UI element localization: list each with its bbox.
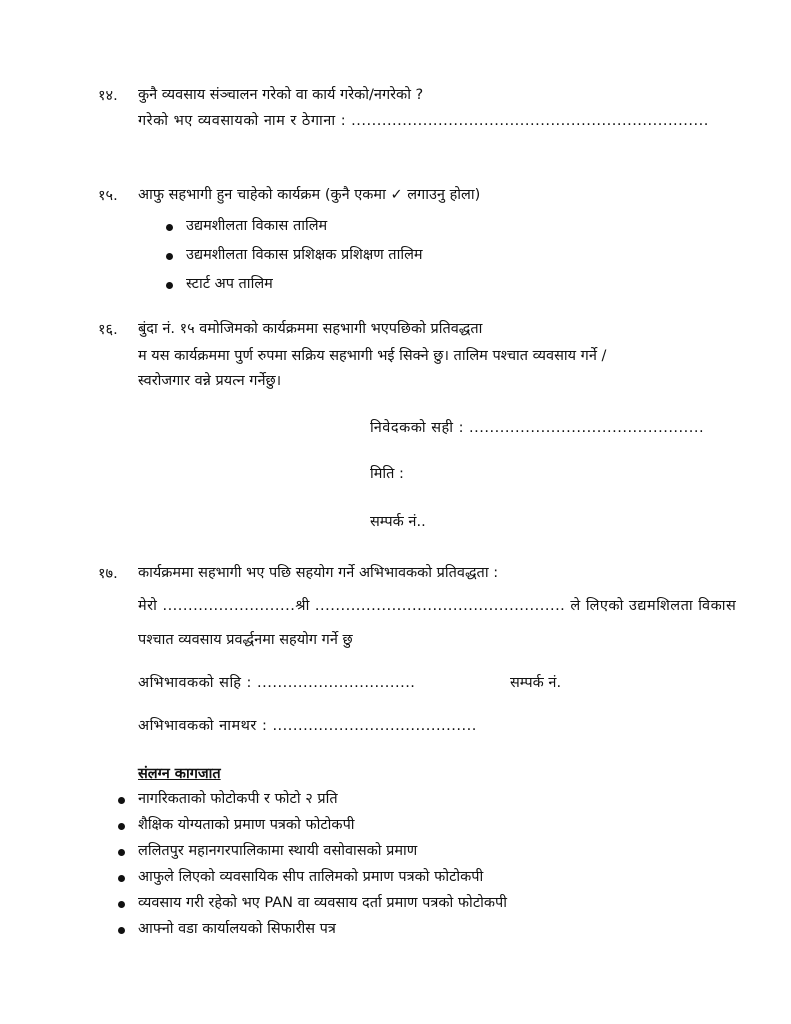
q16-heading: बुंदा नं. १५ वमोजिमको कार्यक्रममा सहभागी भएपछिको प्रतिवद्धता: [138, 321, 483, 337]
applicant-contact-field[interactable]: सम्पर्क नं..: [370, 514, 426, 530]
q16-commitment-line-2: स्वरोजगार वन्ने प्रयत्न गर्नेछु।: [138, 373, 282, 389]
attachment-item: आफ्नो वडा कार्यालयको सिफारीस पत्र: [138, 921, 336, 937]
q15-option-bullet: [166, 253, 173, 260]
guardian-name-field[interactable]: अभिभावकको नामथर : ........................................: [138, 718, 477, 734]
q15-option-startup[interactable]: स्टार्ट अप तालिम: [186, 276, 273, 292]
q15-option-bullet: [166, 282, 173, 289]
attachment-bullet: [118, 901, 125, 908]
attachment-item: नागरिकताको फोटोकपी र फोटो २ प्रति: [138, 791, 338, 807]
q15-option-bullet: [166, 224, 173, 231]
attachment-bullet: [118, 927, 125, 934]
q17-guardian-commitment-line-2: पश्चात व्यवसाय प्रवर्द्धनमा सहयोग गर्ने छु: [138, 632, 353, 648]
attachments-heading: संलग्न कागजात: [138, 766, 221, 782]
q15-option-entrepreneurship[interactable]: उद्यमशीलता विकास तालिम: [186, 218, 328, 234]
attachment-item: ललितपुर महानगरपालिकामा स्थायी वसोवासको प्रमाण: [138, 843, 418, 859]
attachment-item: शैक्षिक योग्यताको प्रमाण पत्रको फोटोकपी: [138, 817, 355, 833]
attachment-item: व्यवसाय गरी रहेको भए PAN वा व्यवसाय दर्ता प्रमाण पत्रको फोटोकपी: [138, 895, 508, 911]
date-field[interactable]: मिति :: [370, 466, 404, 482]
q16-number: १६.: [98, 322, 118, 338]
q17-number: १७.: [98, 566, 118, 582]
q17-guardian-commitment-line[interactable]: मेरो ..........................श्री ................................................. ले लिएको उद्यमशिलता विकास: [138, 598, 737, 614]
guardian-contact-field[interactable]: सम्पर्क नं.: [510, 675, 562, 691]
attachment-bullet: [118, 849, 125, 856]
attachment-bullet: [118, 875, 125, 882]
attachment-bullet: [118, 823, 125, 830]
q16-commitment-line-1: म यस कार्यक्रममा पुर्ण रुपमा सक्रिय सहभागी भई सिक्ने छु। तालिम पश्चात व्यवसाय गर्ने /: [138, 348, 607, 364]
q15-number: १५.: [98, 188, 118, 204]
q15-option-tot[interactable]: उद्यमशीलता विकास प्रशिक्षक प्रशिक्षण तालिम: [186, 247, 423, 263]
q17-heading: कार्यक्रममा सहभागी भए पछि सहयोग गर्ने अभिभावकको प्रतिवद्धता :: [138, 565, 499, 581]
applicant-signature-field[interactable]: निवेदकको सही : ..............................................: [370, 420, 705, 436]
guardian-signature-field[interactable]: अभिभावकको सहि : ...............................: [138, 675, 416, 691]
attachment-bullet: [118, 797, 125, 804]
q14-question: कुनै व्यवसाय संञ्चालन गरेको वा कार्य गरेको/नगरेको ?: [138, 87, 424, 103]
q14-number: १४.: [98, 88, 118, 104]
q15-question: आफु सहभागी हुन चाहेको कार्यक्रम (कुनै एकमा ✓ लगाउनु होला): [138, 187, 481, 203]
attachment-item: आफुले लिएको व्यवसायिक सीप तालिमको प्रमाण पत्रको फोटोकपी: [138, 869, 484, 885]
q14-business-name-field[interactable]: गरेको भए व्यवसायको नाम र ठेगाना : ......................................................................: [138, 113, 709, 129]
